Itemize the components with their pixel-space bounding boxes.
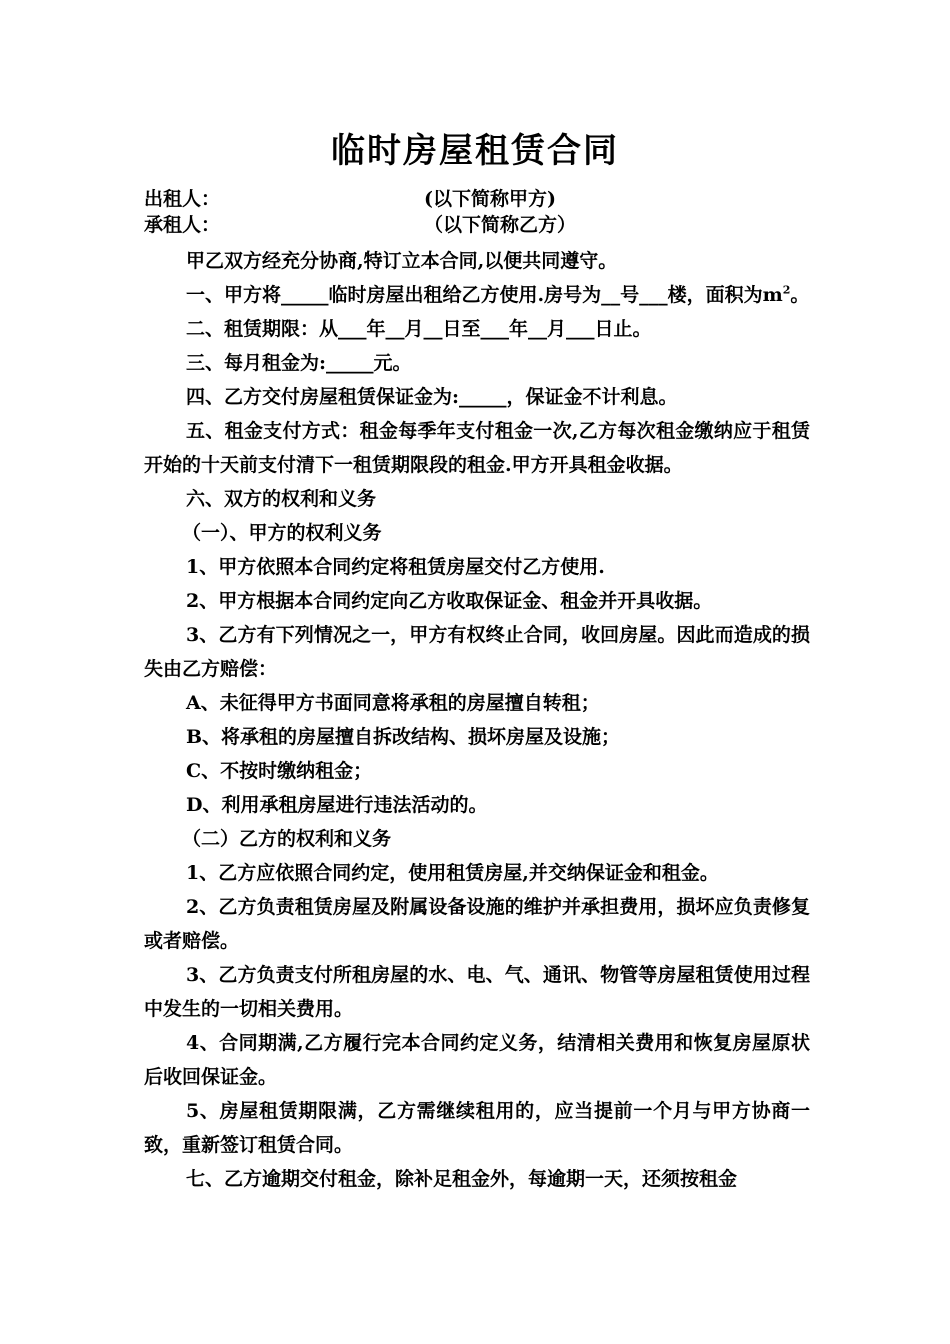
intro-paragraph: 甲乙双方经充分协商,特订立本合同,以便共同遵守。 bbox=[186, 250, 618, 272]
section-b-item-2: 2、乙方负责租赁房屋及附属设备设施的维护并承担费用，损坏应负责修复或者赔偿。 bbox=[144, 896, 810, 952]
section-b-item-1: 1、乙方应依照合同约定，使用租赁房屋,并交纳保证金和租金。 bbox=[186, 862, 719, 884]
clause-7: 七、乙方逾期交付租金，除补足租金外，每逾期一天，还须按租金 bbox=[186, 1168, 738, 1190]
lessor-label: 出租人： bbox=[144, 188, 221, 210]
clause-1-end: 。 bbox=[790, 284, 810, 306]
lessee-line bbox=[144, 212, 577, 238]
section-a-item-3c: C、不按时缴纳租金； bbox=[186, 760, 373, 782]
contract-body bbox=[144, 244, 810, 1196]
section-a-heading: （一）、甲方的权利义务 bbox=[182, 522, 382, 544]
lessor-line bbox=[144, 186, 556, 212]
section-a-item-2: 2、甲方根据本合同约定向乙方收取保证金、租金并开具收据。 bbox=[186, 590, 713, 612]
document-title: 临时房屋租赁合同 bbox=[331, 131, 619, 171]
section-b-item-4: 4、合同期满,乙方履行完本合同约定义务，结清相关费用和恢复房屋原状后收回保证金。 bbox=[144, 1032, 810, 1088]
lessee-note: （以下简称乙方） bbox=[424, 214, 577, 236]
section-b-item-3: 3、乙方负责支付所租房屋的水、电、气、通讯、物管等房屋租赁使用过程中发生的一切相关费用。 bbox=[144, 964, 810, 1020]
lessee-label: 承租人： bbox=[144, 214, 221, 236]
clause-1-text: 一、甲方将_____临时房屋出租给乙方使用.房号为__号___楼，面积为m bbox=[186, 284, 783, 306]
clause-4: 四、乙方交付房屋租赁保证金为:_____，保证金不计利息。 bbox=[186, 386, 678, 408]
lessor-note: (以下简称甲方) bbox=[424, 188, 556, 210]
clause-5: 五、租金支付方式：租金每季年支付租金一次,乙方每次租金缴纳应于租赁开始的十天前支付清下一租赁期限段的租金.甲方开具租金收据。 bbox=[144, 420, 810, 476]
clause-6: 六、双方的权利和义务 bbox=[186, 488, 377, 510]
clause-2: 二、租赁期限：从___年__月__日至___年__月___日止。 bbox=[186, 318, 652, 340]
section-a-item-3b: B、将承租的房屋擅自拆改结构、损坏房屋及设施； bbox=[186, 726, 621, 748]
section-b-heading: （二）乙方的权利和义务 bbox=[182, 828, 392, 850]
section-a-item-3d: D、利用承租房屋进行违法活动的。 bbox=[186, 794, 488, 816]
section-a-item-3: 3、乙方有下列情况之一，甲方有权终止合同，收回房屋。因此而造成的损失由乙方赔偿： bbox=[144, 624, 810, 680]
clause-1-superscript: 2 bbox=[782, 283, 791, 297]
section-b-item-5: 5、房屋租赁期限满，乙方需继续租用的，应当提前一个月与甲方协商一致，重新签订租赁合同。 bbox=[144, 1100, 810, 1156]
section-a-item-3a: A、未征得甲方书面同意将承租的房屋擅自转租； bbox=[186, 692, 600, 714]
section-a-item-1: 1、甲方依照本合同约定将租赁房屋交付乙方使用. bbox=[186, 556, 605, 578]
clause-3: 三、每月租金为:_____元。 bbox=[186, 352, 412, 374]
clause-1 bbox=[144, 278, 810, 312]
